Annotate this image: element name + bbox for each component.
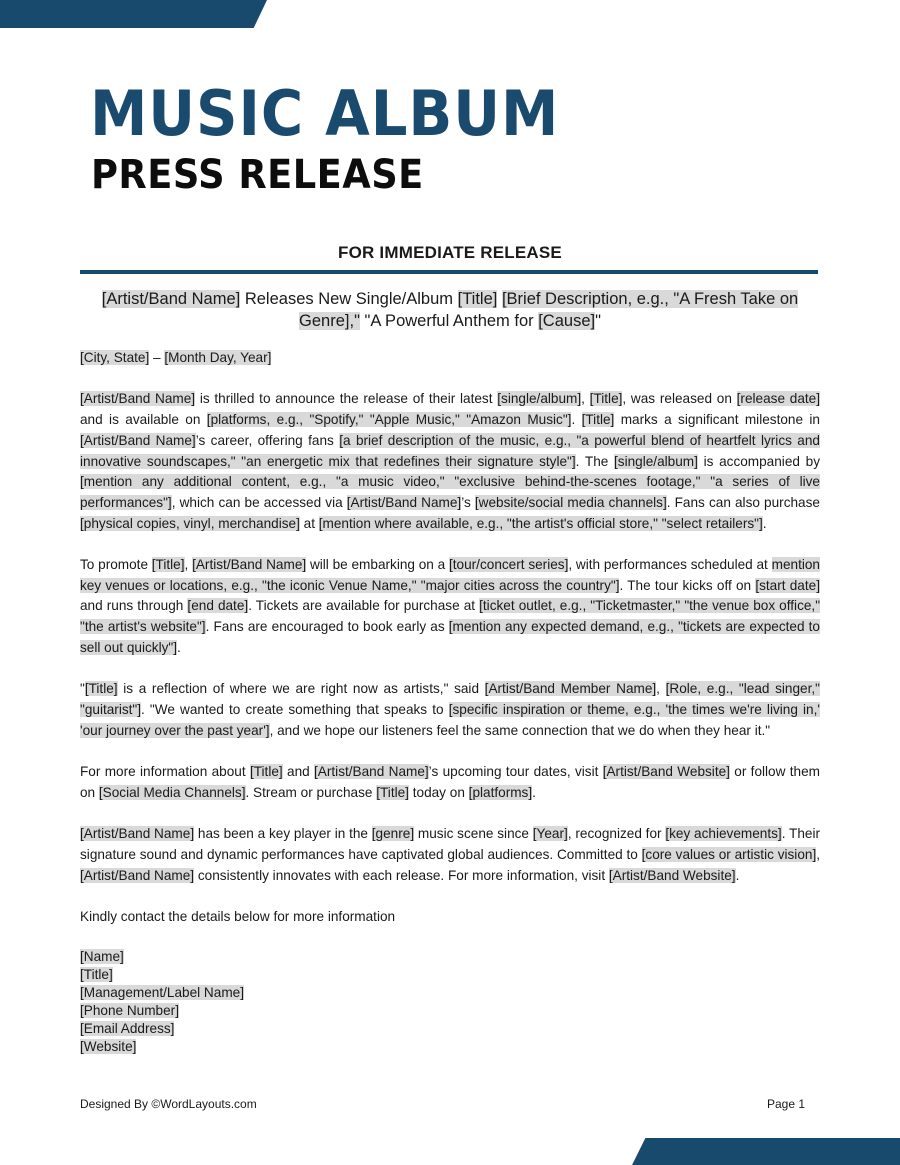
placeholder-field: [Title]: [249, 764, 283, 779]
static-text: and: [282, 764, 315, 779]
placeholder-field: [Title]: [457, 290, 498, 308]
document-subtitle: PRESS RELEASE: [91, 152, 424, 198]
placeholder-field: mention key venues or locations, e.g., "the iconic Venue Name," "major cities across the country"]: [80, 557, 820, 593]
static-text: .: [735, 867, 740, 883]
static-text: . Fans are encouraged to book early as: [205, 619, 449, 635]
placeholder-field: [Year]: [532, 826, 568, 842]
contact-details: [80, 948, 820, 1056]
placeholder-field: [single/album]: [497, 391, 582, 407]
static-text: ,: [816, 846, 821, 862]
top-banner-decoration: [0, 0, 267, 28]
section-divider: [80, 270, 818, 274]
placeholder-field: [Brief Description, e.g., "A Fresh Take on Genre],": [299, 290, 799, 330]
static-text: Releases New Single/Album: [240, 290, 458, 308]
static-text: . Tickets are available for purchase at: [248, 598, 480, 614]
static-text: is thrilled to announce the release of their latest: [195, 391, 498, 407]
body-content: [80, 348, 820, 1056]
static-text: music scene since: [414, 826, 533, 842]
static-text: ’s upcoming tour dates, visit: [428, 764, 603, 779]
static-text: , recognized for: [567, 826, 666, 842]
paragraph-quote: [80, 679, 820, 741]
static-text: . The tour kicks off on: [619, 577, 756, 593]
placeholder-field: [mention any additional content, e.g., "a music video," "exclusive behind-the-scenes footage," "a series of live performances"]: [80, 474, 820, 510]
footer-credit: Designed By ©WordLayouts.com: [80, 1097, 257, 1111]
static-text: . "We wanted to create something that speaks to: [141, 701, 449, 717]
static-text: marks a significant milestone in: [614, 412, 820, 428]
placeholder-field: [Social Media Channels]: [98, 784, 246, 800]
paragraph-more-info: [80, 762, 820, 803]
placeholder-field: [City, State]: [80, 350, 150, 365]
static-text: .: [532, 784, 536, 800]
static-text: .: [762, 515, 767, 531]
static-text: Kindly contact the details below for more information: [80, 908, 396, 924]
placeholder-field: [genre]: [371, 826, 415, 842]
static-text: .: [177, 639, 181, 655]
static-text: , with performances scheduled at: [568, 557, 772, 572]
static-text: today on: [408, 784, 469, 800]
placeholder-field: [specific inspiration or theme, e.g., 'the times we're living in,' 'our journey over the past year']: [80, 701, 820, 738]
placeholder-field: [Cause]: [538, 312, 596, 330]
static-text: . The: [575, 453, 615, 469]
placeholder-field: [Title]: [151, 557, 185, 572]
static-text: , was released on: [622, 391, 737, 407]
placeholder-field: [Artist/Band Name]: [80, 826, 195, 842]
static-text: "A Powerful Anthem for: [359, 312, 539, 330]
contact-website: [Website]: [80, 1039, 137, 1055]
static-text: ,: [184, 557, 193, 572]
placeholder-field: [physical copies, vinyl, merchandise]: [80, 515, 300, 531]
document-title: MUSIC ALBUM: [90, 77, 560, 150]
placeholder-field: [Artist/Band Name]: [192, 557, 307, 572]
paragraph-tour: [80, 555, 820, 659]
static-text: is accompanied by: [697, 453, 820, 469]
headline: [80, 288, 820, 332]
static-text: To promote: [80, 557, 152, 572]
placeholder-field: [Artist/Band Website]: [602, 764, 730, 779]
static-text: , and we hope our listeners feel the same connection that we do when they hear it.": [269, 722, 771, 738]
placeholder-field: [Title]: [589, 391, 623, 407]
static-text: ": [595, 312, 601, 330]
static-text: consistently innovates with each release. For more information, visit: [194, 867, 609, 883]
paragraph-about: [80, 824, 820, 886]
placeholder-field: [Artist/Band Name]: [80, 867, 195, 883]
bottom-banner-decoration: [632, 1138, 900, 1165]
static-text: , which can be accessed via: [171, 494, 347, 510]
placeholder-field: [Artist/Band Name]: [346, 494, 462, 510]
contact-label: [Management/Label Name]: [80, 985, 244, 1001]
static-text: . Fans can also purchase: [666, 494, 820, 510]
placeholder-field: [platforms]: [468, 784, 533, 800]
static-text: and is available on: [80, 412, 207, 428]
placeholder-field: [a brief description of the music, e.g., "a powerful blend of heartfelt lyrics and innovative soundscapes," "an energetic mix that redefines their signature style"]: [80, 432, 820, 469]
placeholder-field: [Artist/Band Name]: [80, 391, 196, 407]
contact-name: [Name]: [80, 949, 124, 965]
static-text: has been a key player in the: [194, 826, 372, 842]
placeholder-field: [single/album]: [614, 453, 698, 469]
static-text: at: [299, 515, 319, 531]
placeholder-field: [Title]: [581, 412, 615, 428]
placeholder-field: [Title]: [376, 784, 409, 800]
contact-title: [Title]: [80, 967, 113, 983]
placeholder-field: [Artist/Band Name]: [101, 290, 241, 308]
placeholder-field: [tour/concert series]: [448, 557, 569, 572]
static-text: .: [571, 412, 582, 428]
static-text: ": [80, 681, 85, 697]
paragraph-announcement: [80, 389, 820, 534]
placeholder-field: [website/social media channels]: [474, 494, 667, 510]
placeholder-field: [mention any expected demand, e.g., "tickets are expected to sell out quickly"]: [80, 619, 820, 655]
static-text: For more information about: [80, 764, 250, 779]
placeholder-field: [release date]: [736, 391, 820, 407]
placeholder-field: [Artist/Band Name]: [80, 432, 196, 448]
placeholder-field: [ticket outlet, e.g., "Ticketmaster," "the venue box office," "the artist's website"]: [80, 598, 821, 635]
page-number: Page 1: [767, 1097, 806, 1111]
static-text: ’s career, offering fans: [195, 432, 340, 448]
dateline: [80, 348, 820, 369]
static-text: and runs through: [80, 598, 188, 614]
static-text: or follow them on: [80, 764, 820, 800]
placeholder-field: [Artist/Band Name]: [314, 764, 429, 779]
contact-email: [Email Address]: [80, 1021, 175, 1037]
placeholder-field: [Title]: [84, 681, 118, 697]
static-text: –: [149, 350, 165, 365]
paragraph-contact-intro: [80, 907, 820, 928]
static-text: will be embarking on a: [306, 557, 449, 572]
static-text: . Their signature sound and dynamic performances have captivated global audiences. Committed to: [80, 826, 820, 862]
placeholder-field: [platforms, e.g., "Spotify," "Apple Music," "Amazon Music"]: [206, 412, 572, 428]
static-text: ’s: [461, 494, 475, 510]
placeholder-field: [mention where available, e.g., "the artist's official store," "select retailers"]: [318, 515, 763, 531]
placeholder-field: [Artist/Band Member Name]: [484, 681, 657, 697]
release-label: FOR IMMEDIATE RELEASE: [338, 243, 562, 262]
placeholder-field: [Month Day, Year]: [164, 350, 272, 365]
placeholder-field: [key achievements]: [665, 826, 782, 842]
contact-phone: [Phone Number]: [80, 1003, 179, 1019]
static-text: ,: [581, 391, 590, 407]
placeholder-field: [core values or artistic vision]: [641, 846, 817, 862]
placeholder-field: [start date]: [755, 577, 820, 593]
placeholder-field: [end date]: [187, 598, 249, 614]
static-text: is a reflection of where we are right now as artists," said: [117, 681, 485, 697]
placeholder-field: [Artist/Band Website]: [608, 867, 736, 883]
static-text: ,: [656, 681, 666, 697]
placeholder-field: [Role, e.g., "lead singer," "guitarist"]: [80, 681, 820, 717]
static-text: . Stream or purchase: [245, 784, 377, 800]
